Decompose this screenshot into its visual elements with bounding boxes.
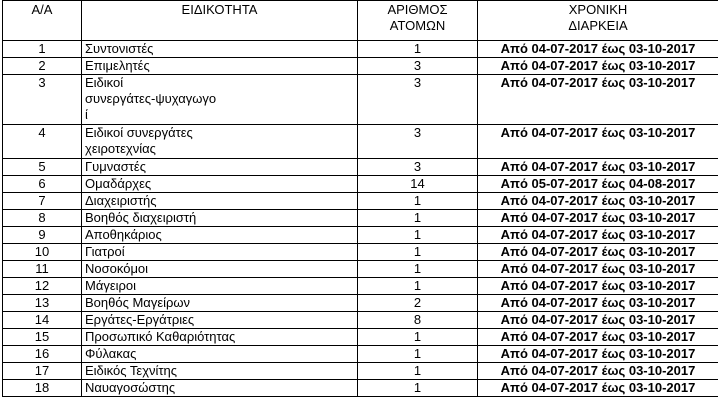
cell-count: 1 bbox=[358, 210, 478, 227]
specialty-line: Συντονιστές bbox=[85, 41, 154, 56]
specialty-line: Επιμελητές bbox=[85, 58, 150, 73]
cell-specialty bbox=[82, 312, 358, 329]
cell-specialty bbox=[82, 380, 358, 397]
cell-duration: Από 04-07-2017 έως 03-10-2017 bbox=[478, 58, 718, 75]
cell-count: 8 bbox=[358, 312, 478, 329]
cell-specialty bbox=[82, 210, 358, 227]
cell-duration: Από 04-07-2017 έως 03-10-2017 bbox=[478, 380, 718, 397]
cell-aa: 7 bbox=[3, 193, 82, 210]
cell-count: 1 bbox=[358, 346, 478, 363]
cell-aa: 13 bbox=[3, 295, 82, 312]
cell-aa: 17 bbox=[3, 363, 82, 380]
cell-aa: 18 bbox=[3, 380, 82, 397]
table-row bbox=[3, 380, 718, 397]
cell-aa: 16 bbox=[3, 346, 82, 363]
table-row bbox=[3, 227, 718, 244]
cell-aa: 5 bbox=[3, 159, 82, 176]
cell-aa: 14 bbox=[3, 312, 82, 329]
cell-specialty bbox=[82, 244, 358, 261]
table-row bbox=[3, 125, 718, 159]
cell-specialty bbox=[82, 58, 358, 75]
header-duration-line2: ΔΙΑΡΚΕΙΑ bbox=[568, 18, 628, 33]
cell-aa: 11 bbox=[3, 261, 82, 278]
specialty-line: χειροτεχνίας bbox=[85, 141, 156, 156]
specialty-line: Φύλακας bbox=[85, 346, 137, 361]
cell-count: 1 bbox=[358, 193, 478, 210]
cell-specialty bbox=[82, 278, 358, 295]
cell-aa: 9 bbox=[3, 227, 82, 244]
specialty-line: Ειδικός Τεχνίτης bbox=[85, 363, 178, 378]
cell-specialty bbox=[82, 261, 358, 278]
cell-duration: Από 04-07-2017 έως 03-10-2017 bbox=[478, 75, 718, 125]
cell-count: 3 bbox=[358, 125, 478, 159]
cell-specialty bbox=[82, 329, 358, 346]
cell-aa: 1 bbox=[3, 41, 82, 58]
cell-count: 1 bbox=[358, 227, 478, 244]
table-body bbox=[3, 41, 718, 397]
header-specialty-label: ΕΙΔΙΚΟΤΗΤΑ bbox=[181, 2, 258, 17]
cell-count: 1 bbox=[358, 363, 478, 380]
cell-specialty bbox=[82, 176, 358, 193]
specialty-line: Ομαδάρχες bbox=[85, 176, 152, 191]
table-row bbox=[3, 346, 718, 363]
header-duration bbox=[478, 1, 718, 41]
table-row bbox=[3, 278, 718, 295]
specialty-line: συνεργάτες-ψυχαγωγο bbox=[85, 91, 217, 106]
specialty-line: Ναυαγοσώστης bbox=[85, 380, 176, 395]
cell-duration: Από 05-07-2017 έως 04-08-2017 bbox=[478, 176, 718, 193]
cell-aa: 10 bbox=[3, 244, 82, 261]
cell-count: 14 bbox=[358, 176, 478, 193]
cell-count: 2 bbox=[358, 295, 478, 312]
cell-specialty bbox=[82, 363, 358, 380]
cell-duration: Από 04-07-2017 έως 03-10-2017 bbox=[478, 41, 718, 58]
cell-aa: 3 bbox=[3, 75, 82, 125]
specialty-line: Γιατροί bbox=[85, 244, 125, 259]
cell-specialty bbox=[82, 346, 358, 363]
table-row bbox=[3, 41, 718, 58]
cell-specialty bbox=[82, 125, 358, 159]
cell-aa: 4 bbox=[3, 125, 82, 159]
table-row bbox=[3, 363, 718, 380]
cell-duration: Από 04-07-2017 έως 03-10-2017 bbox=[478, 363, 718, 380]
cell-specialty bbox=[82, 227, 358, 244]
specialty-line: Ειδικοί bbox=[85, 75, 124, 90]
cell-aa: 2 bbox=[3, 58, 82, 75]
specialty-line: Προσωπικό Καθαριότητας bbox=[85, 329, 236, 344]
cell-duration: Από 04-07-2017 έως 03-10-2017 bbox=[478, 159, 718, 176]
table-row bbox=[3, 244, 718, 261]
table-row bbox=[3, 193, 718, 210]
header-duration-line1: ΧΡΟΝΙΚΗ bbox=[568, 2, 628, 17]
table-row bbox=[3, 312, 718, 329]
cell-specialty bbox=[82, 159, 358, 176]
cell-count: 1 bbox=[358, 278, 478, 295]
table-row bbox=[3, 159, 718, 176]
specialty-line: Μάγειροι bbox=[85, 278, 137, 293]
header-aa-label: Α/Α bbox=[31, 2, 53, 17]
cell-duration: Από 04-07-2017 έως 03-10-2017 bbox=[478, 227, 718, 244]
cell-count: 1 bbox=[358, 41, 478, 58]
header-count-line1: ΑΡΙΘΜΟΣ bbox=[387, 2, 448, 17]
table-header bbox=[3, 1, 718, 41]
cell-count: 1 bbox=[358, 329, 478, 346]
specialty-line: Αποθηκάριος bbox=[85, 227, 162, 242]
cell-count: 1 bbox=[358, 244, 478, 261]
specialty-line: Νοσοκόμοι bbox=[85, 261, 149, 276]
cell-count: 3 bbox=[358, 159, 478, 176]
table-row bbox=[3, 210, 718, 227]
cell-count: 3 bbox=[358, 75, 478, 125]
header-count-line2: ΑΤΟΜΩΝ bbox=[389, 18, 446, 33]
cell-specialty bbox=[82, 193, 358, 210]
cell-duration: Από 04-07-2017 έως 03-10-2017 bbox=[478, 346, 718, 363]
cell-aa: 8 bbox=[3, 210, 82, 227]
specialty-line: Ειδικοί συνεργάτες bbox=[85, 125, 193, 140]
cell-aa: 15 bbox=[3, 329, 82, 346]
cell-duration: Από 04-07-2017 έως 03-10-2017 bbox=[478, 210, 718, 227]
cell-specialty bbox=[82, 41, 358, 58]
table-row bbox=[3, 176, 718, 193]
specialty-line: Εργάτες-Εργάτριες bbox=[85, 312, 195, 327]
cell-count: 1 bbox=[358, 261, 478, 278]
table-row bbox=[3, 261, 718, 278]
staff-table bbox=[2, 0, 718, 397]
cell-count: 1 bbox=[358, 380, 478, 397]
table-row bbox=[3, 58, 718, 75]
cell-specialty bbox=[82, 75, 358, 125]
cell-duration: Από 04-07-2017 έως 03-10-2017 bbox=[478, 278, 718, 295]
cell-duration: Από 04-07-2017 έως 03-10-2017 bbox=[478, 312, 718, 329]
specialty-line: Διαχειριστής bbox=[85, 193, 157, 208]
cell-duration: Από 04-07-2017 έως 03-10-2017 bbox=[478, 329, 718, 346]
specialty-line: Βοηθός διαχειριστή bbox=[85, 210, 197, 225]
cell-duration: Από 04-07-2017 έως 03-10-2017 bbox=[478, 193, 718, 210]
cell-aa: 12 bbox=[3, 278, 82, 295]
specialty-line: ί bbox=[85, 107, 88, 122]
table-row bbox=[3, 329, 718, 346]
cell-duration: Από 04-07-2017 έως 03-10-2017 bbox=[478, 295, 718, 312]
header-aa bbox=[3, 1, 82, 41]
specialty-line: Γυμναστές bbox=[85, 159, 146, 174]
table-row bbox=[3, 295, 718, 312]
header-specialty bbox=[82, 1, 358, 41]
table-row bbox=[3, 75, 718, 125]
cell-duration: Από 04-07-2017 έως 03-10-2017 bbox=[478, 261, 718, 278]
cell-aa: 6 bbox=[3, 176, 82, 193]
specialty-line: Βοηθός Μαγείρων bbox=[85, 295, 191, 310]
cell-duration: Από 04-07-2017 έως 03-10-2017 bbox=[478, 125, 718, 159]
cell-specialty bbox=[82, 295, 358, 312]
cell-count: 3 bbox=[358, 58, 478, 75]
cell-duration: Από 04-07-2017 έως 03-10-2017 bbox=[478, 244, 718, 261]
header-count bbox=[358, 1, 478, 41]
